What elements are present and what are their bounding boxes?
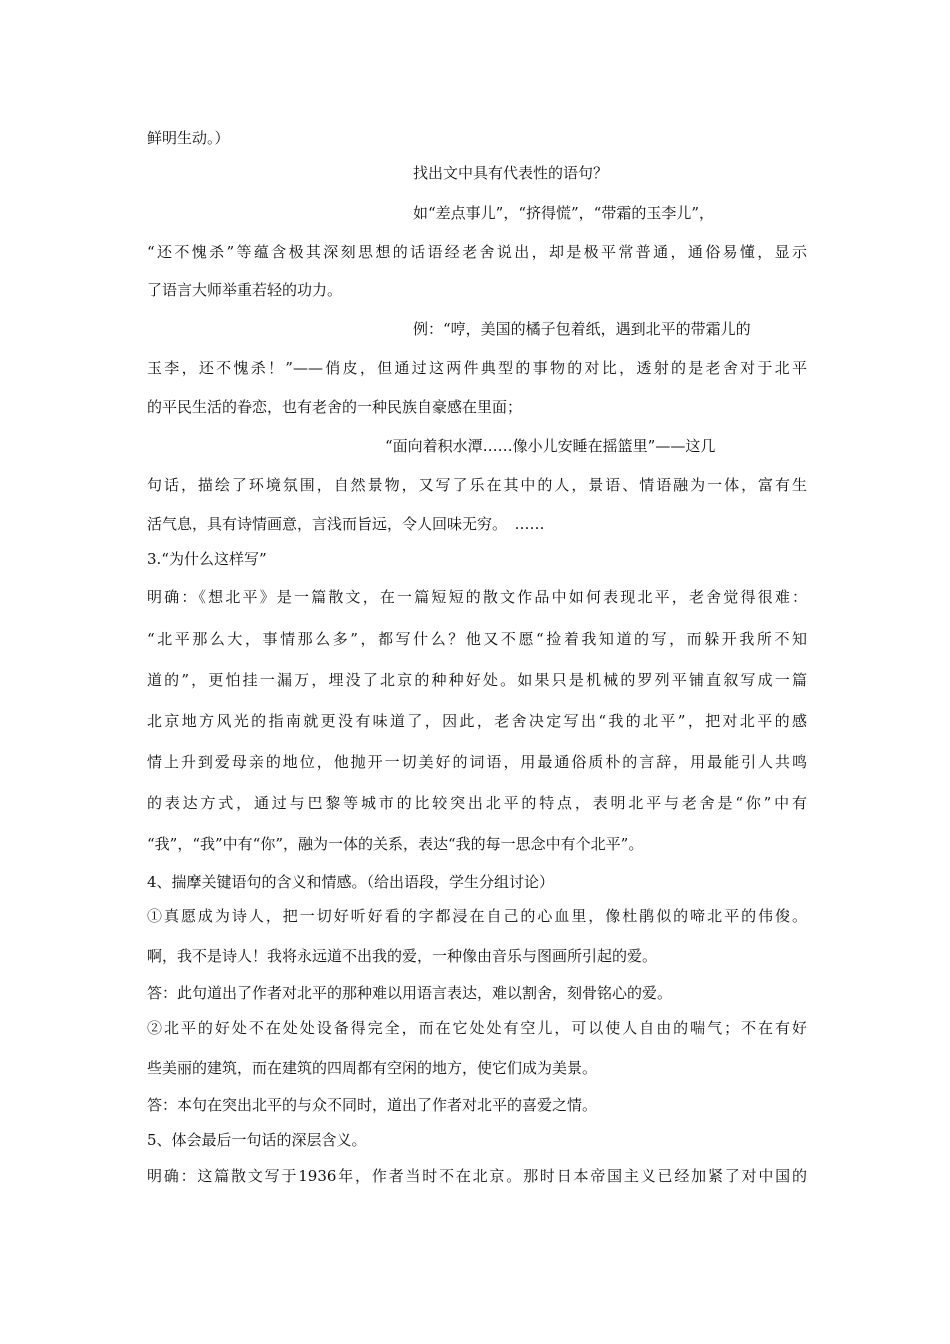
section-heading: 4、揣摩关键语句的含义和情感。（给出语段，学生分组讨论）: [147, 873, 555, 891]
text-line: 明确：这篇散文写于1936年，作者当时不在北京。那时日本帝国主义已经加紧了对中国的: [147, 1167, 807, 1185]
text-line: 北京地方风光的指南就更没有味道了，因此，老舍决定写出“我的北平”，把对北平的感: [147, 712, 807, 730]
text-line: “还不愧杀”等蕴含极其深刻思想的话语经老舍说出，却是极平常普通，通俗易懂，显示: [147, 243, 807, 261]
text-line: 找出文中具有代表性的语句？: [413, 164, 609, 182]
text-line: 鲜明生动。）: [147, 129, 230, 147]
text-line: 道的”，更怕挂一漏万，埋没了北京的种种好处。如果只是机械的罗列平铺直叙写成一篇: [147, 671, 807, 689]
text-line: ①真愿成为诗人，把一切好听好看的字都浸在自己的心血里，像杜鹃似的啼北平的伟俊。: [147, 907, 807, 925]
text-line: 玉李，还不愧杀！”——俏皮，但通过这两件典型的事物的对比，透射的是老舍对于北平: [147, 359, 807, 377]
text-line: 情上升到爱母亲的地位，他抛开一切美好的词语，用最通俗质朴的言辞，用最能引人共鸣: [147, 753, 807, 771]
text-line: ②北平的好处不在处处设备得完全，而在它处处有空儿，可以使人自由的喘气；不在有好: [147, 1019, 807, 1037]
text-line: “北平那么大，事情那么多”，都写什么？他又不愿“捡着我知道的写，而躲开我所不知: [147, 630, 807, 648]
text-line: 如“差点事儿”，“挤得慌”，“带霜的玉李儿”，: [413, 204, 715, 222]
text-line: 答：本句在突出北平的与众不同时，道出了作者对北平的喜爱之情。: [147, 1096, 598, 1114]
text-line: “我”，“我”中有“你”，融为一体的关系，表达“我的每一思念中有个北平”。: [147, 835, 644, 853]
text-line: 啊，我不是诗人！我将永远道不出我的爱，一种像由音乐与图画所引起的爱。: [147, 947, 658, 965]
text-line: 了语言大师举重若轻的功力。: [147, 281, 343, 299]
text-line: 明确：《想北平》是一篇散文，在一篇短短的散文作品中如何表现北平，老舍觉得很难：: [147, 588, 807, 606]
text-line: 3.“为什么这样写”: [147, 550, 267, 568]
text-line: 的表达方式，通过与巴黎等城市的比较突出北平的特点，表明北平与老舍是“你”中有: [147, 794, 807, 812]
section-heading: 5、体会最后一句话的深层含义。: [147, 1131, 367, 1149]
text-line: 些美丽的建筑，而在建筑的四周都有空闲的地方，使它们成为美景。: [147, 1059, 598, 1077]
text-line: 答：此句道出了作者对北平的那种难以用语言表达，难以割舍，刻骨铭心的爱。: [147, 984, 673, 1002]
text-line: 的平民生活的眷恋，也有老舍的一种民族自豪感在里面；: [147, 398, 523, 416]
text-line: “面向着积水潭……像小儿安睡在摇篮里”——这几: [385, 437, 716, 455]
text-line: 句话，描绘了环境氛围，自然景物，又写了乐在其中的人，景语、情语融为一体，富有生: [147, 476, 807, 494]
text-line: 例：“哼，美国的橘子包着纸，遇到北平的带霜儿的: [413, 320, 751, 338]
text-line: 活气息，具有诗情画意，言浅而旨远，令人回味无穷。 ……: [147, 515, 545, 533]
